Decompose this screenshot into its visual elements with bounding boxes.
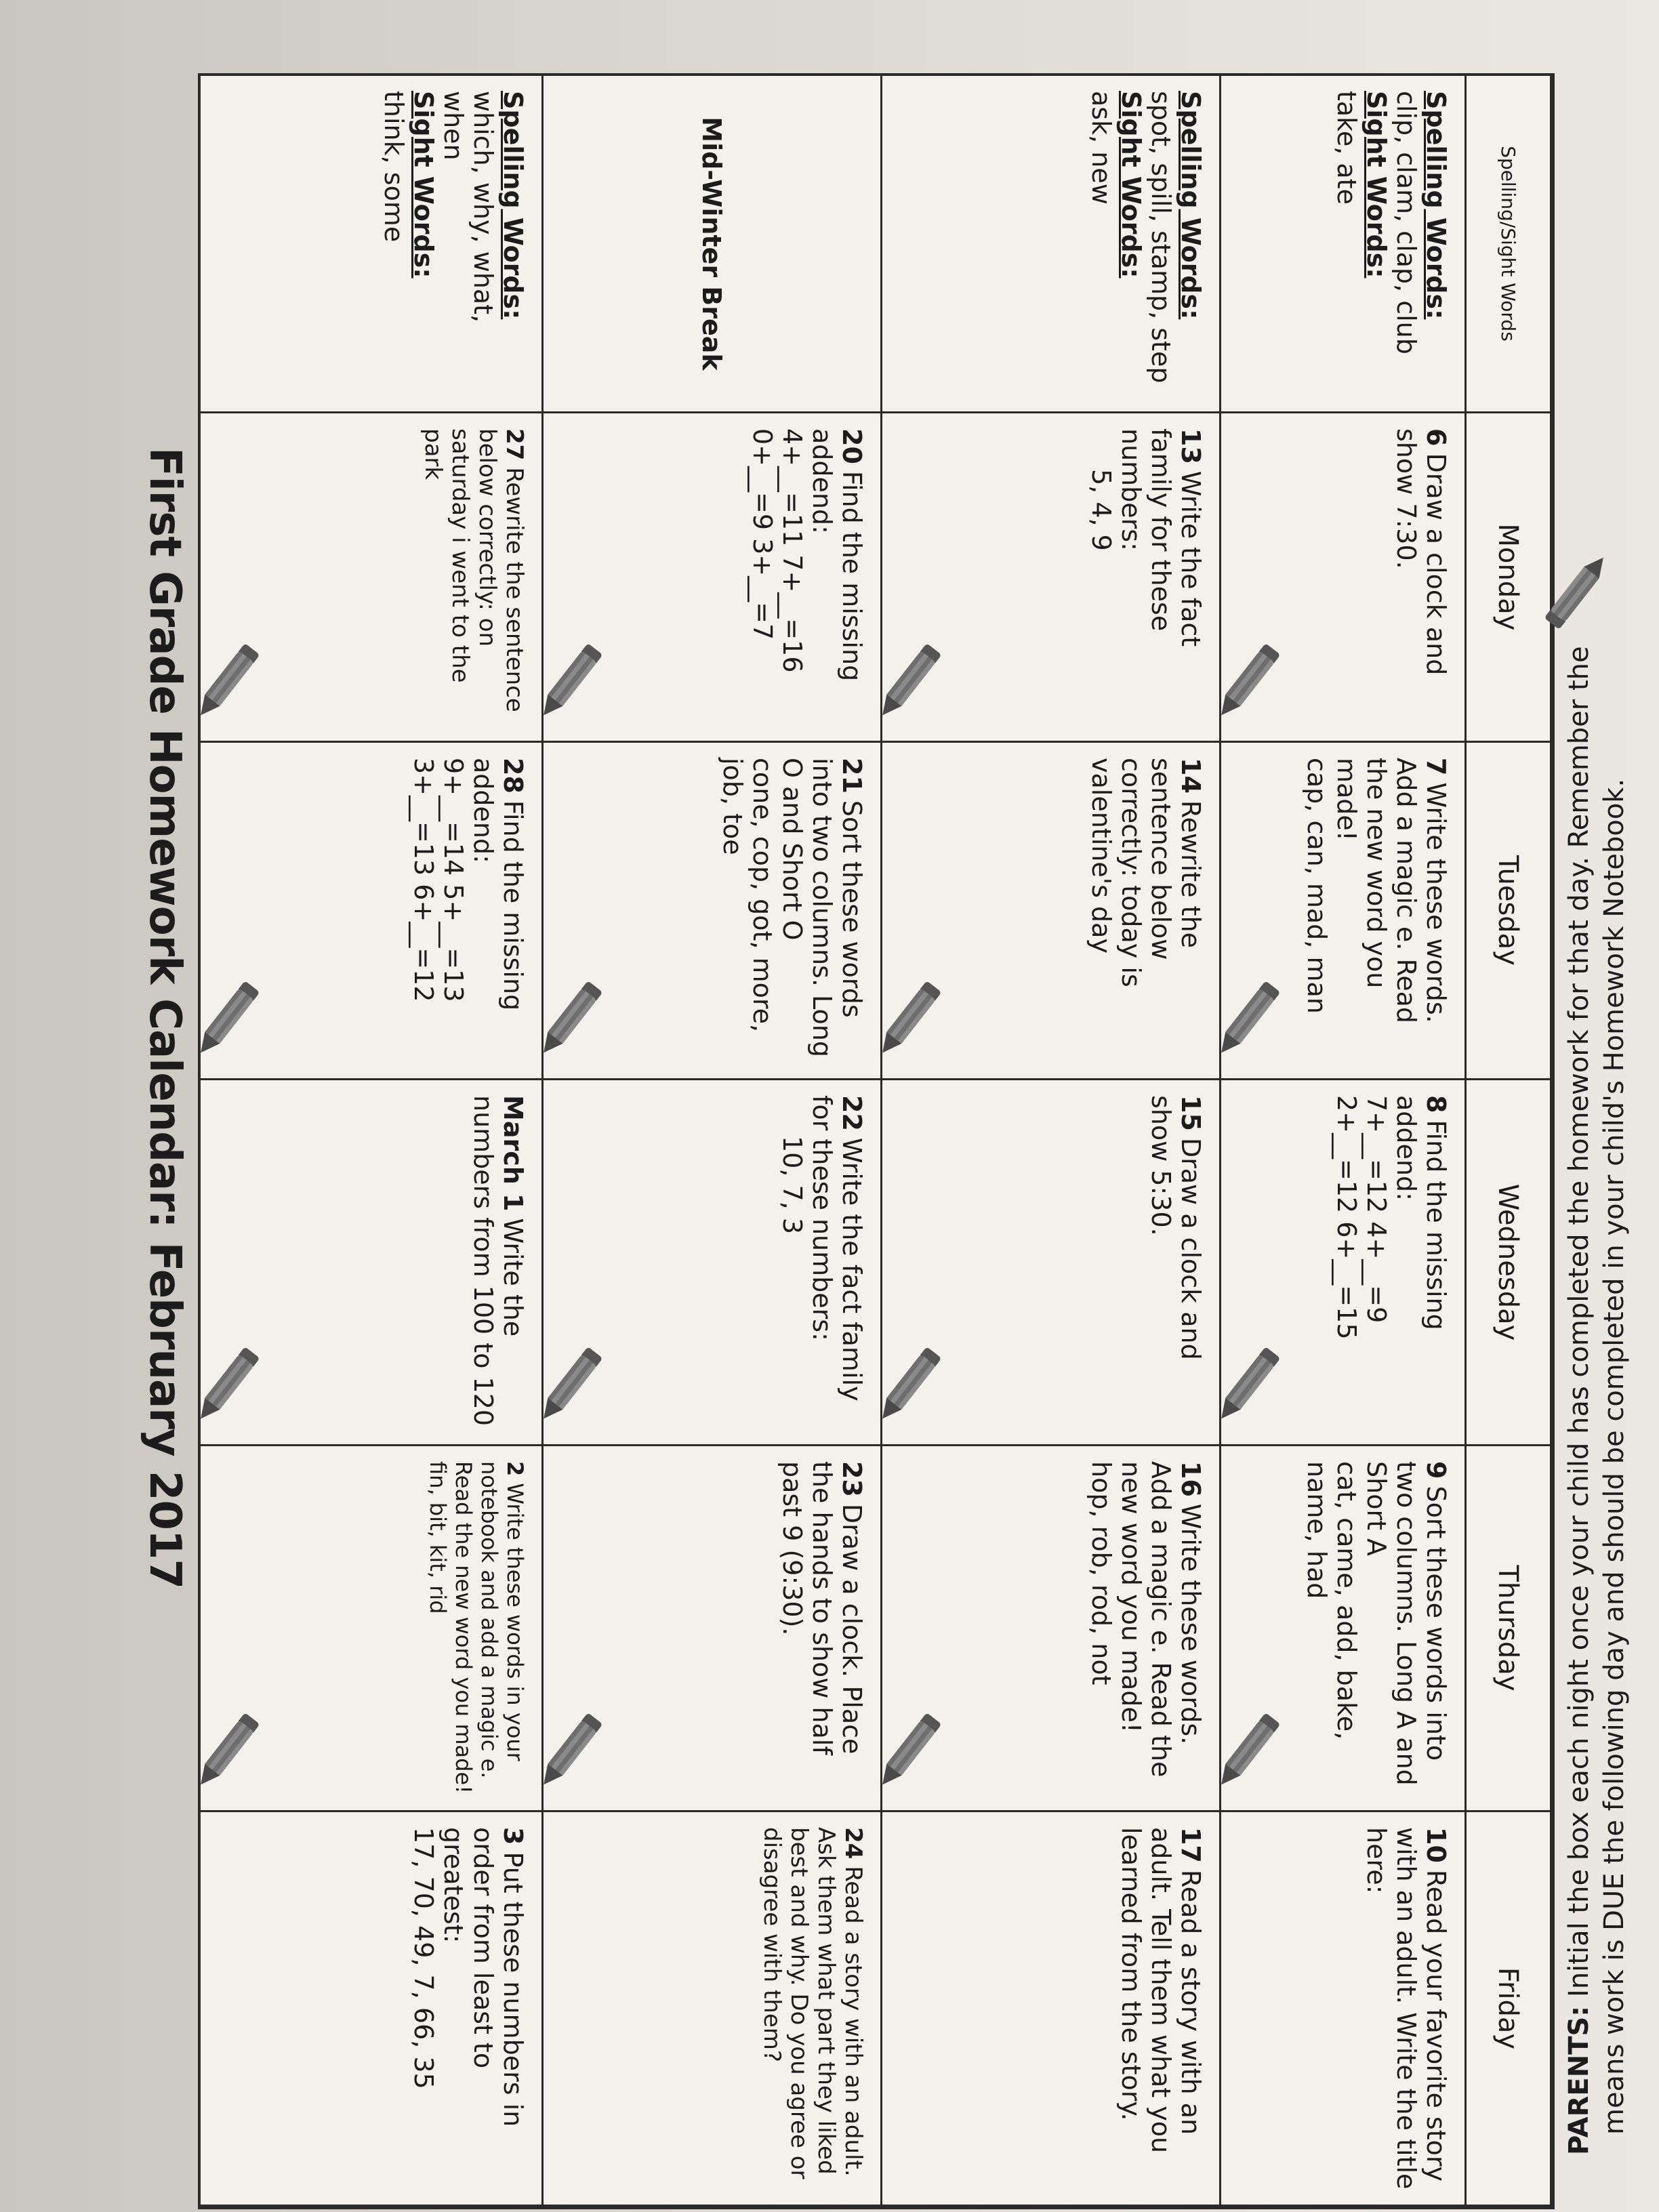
header-spelling: Spelling/Sight Words [1467,76,1552,413]
task-text: Write the fact family for these numbers: [807,1095,867,1401]
task-text: Sort these words into two columns. Long O and Short O [777,758,867,1057]
day-number: 14 [1176,758,1206,794]
week1-monday-cell[interactable] [1221,413,1467,743]
equation: 9+__=14 5+__=13 [438,758,468,1002]
sight-label: Sight Words: [1116,91,1146,279]
task-text: Put these numbers in order from least to greatest: [438,1827,528,2127]
week2-wednesday-cell[interactable] [882,1080,1221,1446]
pencil-icon [201,1354,254,1425]
task-text: Rewrite the sentence below correctly: today is valentine's day [1086,758,1206,987]
week1-spelling-cell [1221,76,1467,413]
equation: 4+__=11 7+__=16 [777,428,807,673]
task-text: Find the missing addend: [807,428,867,682]
day-number: 3 [498,1827,528,1845]
pencil-icon [882,988,936,1059]
week3-monday-cell[interactable] [544,413,882,743]
pencil-icon [1221,988,1275,1059]
week2-spelling-cell [882,76,1221,413]
week4-thursday-cell[interactable] [201,1446,544,1812]
day-number: 13 [1176,428,1206,464]
day-number: 9 [1421,1461,1451,1479]
task-words: fin, bit, kit, rid [425,1461,451,1614]
pencil-icon [201,988,254,1059]
parents-note [1561,122,1632,2155]
task-text: Write these words in your notebook and add a magic e. Read the new word you made! [451,1461,528,1794]
day-number: March 1 [498,1095,528,1212]
week3-wednesday-cell[interactable] [544,1080,882,1446]
week3-friday-cell[interactable] [544,1812,882,2207]
pencil-icon [1221,1354,1275,1425]
task-text: Rewrite the sentence below correctly: on saturday i went to the park [419,428,528,712]
pencil-icon [544,651,597,721]
week2-tuesday-cell[interactable] [882,743,1221,1080]
spelling-label: Spelling Words: [1421,91,1451,320]
week3-tuesday-cell[interactable] [544,743,882,1080]
week1-wednesday-cell[interactable] [1221,1080,1467,1446]
header-tuesday: Tuesday [1467,743,1552,1080]
task-text: Draw a clock. Place the hands to show half past 9 (9:30). [777,1461,867,1755]
week1-tuesday-cell[interactable] [1221,743,1467,1080]
equation: 3+__=13 6+__=12 [409,758,438,1002]
day-number: 7 [1421,758,1451,776]
task-text: Draw a clock and show 5:30. [1146,1095,1206,1360]
day-number: 8 [1421,1095,1451,1113]
spelling-label: Spelling Words: [498,91,528,320]
spelling-words: clip, clam, clap, club [1391,91,1421,354]
header-friday: Friday [1467,1812,1552,2207]
spelling-label: Spelling Words: [1176,91,1206,320]
task-text: Write these words. Add a magic e. Read the new word you made! [1332,758,1451,1023]
week4-monday-cell[interactable] [201,413,544,743]
task-words: cap, can, mad, man [1302,758,1332,1014]
week4-friday-cell[interactable] [201,1812,544,2207]
task-text: Sort these words into two columns. Long A and Short A [1361,1461,1451,1786]
day-number: 16 [1176,1461,1206,1497]
day-number: 6 [1421,428,1451,447]
header-wednesday: Wednesday [1467,1080,1552,1446]
task-words: cat, came, add, bake, name, had [1302,1461,1361,1740]
pencil-icon [882,651,936,721]
header-thursday: Thursday [1467,1446,1552,1812]
sight-label: Sight Words: [1361,91,1391,279]
task-text: Read your favorite story with an adult. Write the title here: [1361,1827,1451,2190]
week2-friday-cell[interactable] [882,1812,1221,2207]
pencil-icon [544,988,597,1059]
page-title: First Grade Homework Calendar: February 2017 [140,447,190,1589]
task-words: cone, cop, got, more, job, toe [718,758,777,1033]
week1-friday-cell[interactable] [1221,1812,1467,2207]
day-number: 2 [502,1461,528,1477]
pencil-icon [882,1720,936,1790]
pencil-icon [544,1720,597,1790]
day-number: 17 [1176,1827,1206,1863]
day-number: 10 [1421,1827,1451,1863]
task-words: hop, rob, rod, not [1086,1461,1116,1685]
sight-words: ask, new [1086,91,1116,205]
day-number: 28 [498,758,528,794]
pencil-icon [1221,651,1275,721]
day-number: 23 [837,1461,867,1497]
week2-thursday-cell[interactable] [882,1446,1221,1812]
task-text: Find the missing addend: [468,758,528,1011]
week1-thursday-cell[interactable] [1221,1446,1467,1812]
task-numbers: 17, 70, 49, 7, 66, 35 [409,1827,438,2089]
week4-tuesday-cell[interactable] [201,743,544,1080]
sight-label: Sight Words: [409,91,438,279]
week2-monday-cell[interactable] [882,413,1221,743]
task-text: Read a story with an adult. Tell them what you learned from the story. [1116,1827,1206,2154]
task-text: Write the fact family for these numbers: [1116,428,1206,647]
day-number: 24 [840,1827,867,1860]
week3-break-cell: Mid-Winter Break [544,76,882,413]
sight-words: take, ate [1332,91,1361,205]
day-number: 22 [837,1095,867,1131]
task-text: Write these words. Add a magic e. Read the new word you made! [1116,1461,1206,1778]
pencil-icon [544,1354,597,1425]
header-monday: Monday [1467,413,1552,743]
day-number: 20 [837,428,867,464]
spelling-words: which, why, what, when [438,91,498,323]
task-numbers: 5, 4, 9 [1086,469,1116,551]
task-text: Draw a clock and show 7:30. [1391,428,1451,676]
parents-text-2: means work is DUE the following day and should be completed in your child's Homework Notebook. [1599,778,1630,2135]
pencil-icon [1221,1720,1275,1790]
calendar-grid [198,73,1555,2209]
task-text: Find the missing addend: [1391,1095,1451,1330]
week3-thursday-cell[interactable] [544,1446,882,1812]
task-text: Write the numbers from 100 to 120 [468,1095,528,1427]
pencil-icon [882,1354,936,1425]
week4-spelling-cell [201,76,544,413]
equation: 2+__=12 6+__=15 [1332,1095,1361,1340]
pencil-icon [201,1720,254,1790]
task-text: Read a story with an adult. Ask them what part they liked best and why. Do you agree or disagree with them? [758,1827,867,2179]
pencil-icon [201,651,254,721]
parents-text: Initial the box each night once your child has completed the homework for that day. Remember the [1563,646,1595,1997]
parents-label: PARENTS: [1563,2005,1595,2155]
task-numbers: 10, 7, 3 [777,1136,807,1235]
sight-words: think, some [379,91,409,243]
day-number: 27 [501,428,528,461]
day-number: 21 [837,758,867,794]
day-number: 15 [1176,1095,1206,1131]
equation: 7+__=12 4+__=9 [1361,1095,1391,1324]
spelling-words: spot, spill, stamp, step [1146,91,1176,384]
week4-wednesday-cell[interactable] [201,1080,544,1446]
equation: 0+__=9 3+__=7 [747,428,777,640]
